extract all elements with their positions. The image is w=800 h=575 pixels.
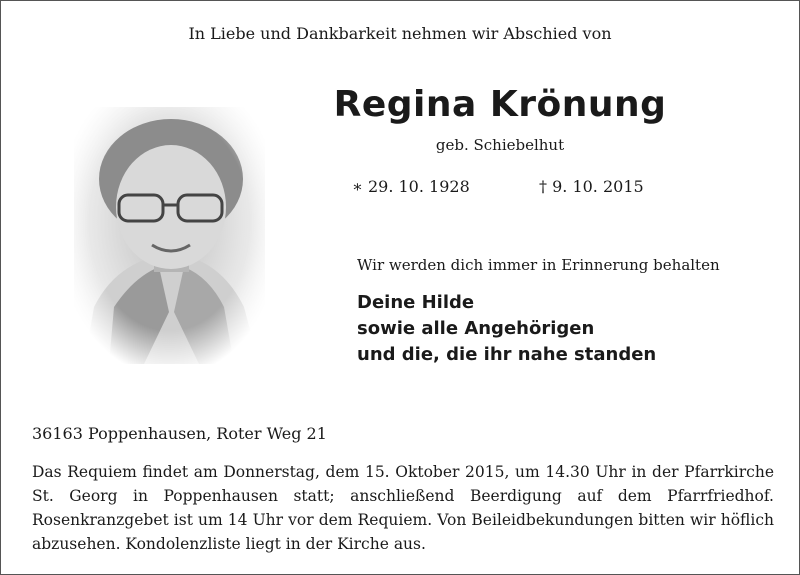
- signer-line: Deine Hilde: [357, 292, 475, 313]
- portrait-photo: [74, 107, 265, 364]
- remembrance-line: Wir werden dich immer in Erinnerung behalten: [357, 256, 720, 274]
- signer-line: sowie alle Angehörigen: [357, 318, 595, 339]
- address-line: 36163 Poppenhausen, Roter Weg 21: [32, 424, 327, 443]
- deceased-name: Regina Krönung: [333, 84, 667, 125]
- death-date: † 9. 10. 2015: [539, 177, 644, 196]
- intro-text: In Liebe und Dankbarkeit nehmen wir Abschied von: [188, 24, 612, 43]
- signer-line: und die, die ihr nahe standen: [357, 344, 657, 365]
- maiden-name: geb. Schiebelhut: [435, 136, 565, 154]
- birth-date: ∗ 29. 10. 1928: [352, 177, 470, 196]
- signers-block: [357, 290, 656, 368]
- service-notice: Das Requiem findet am Donnerstag, dem 15. Oktober 2015, um 14.30 Uhr in der Pfarrkirche St. Georg in Poppenhausen statt; anschließend Beerdigung auf dem Pfarrfriedhof. Rosenkranzgebet ist um 14 Uhr vor dem Requiem. Von Beileidbekundungen bitten wir höflich abzusehen. Kondolenzliste liegt in der Kirche aus.: [32, 463, 774, 553]
